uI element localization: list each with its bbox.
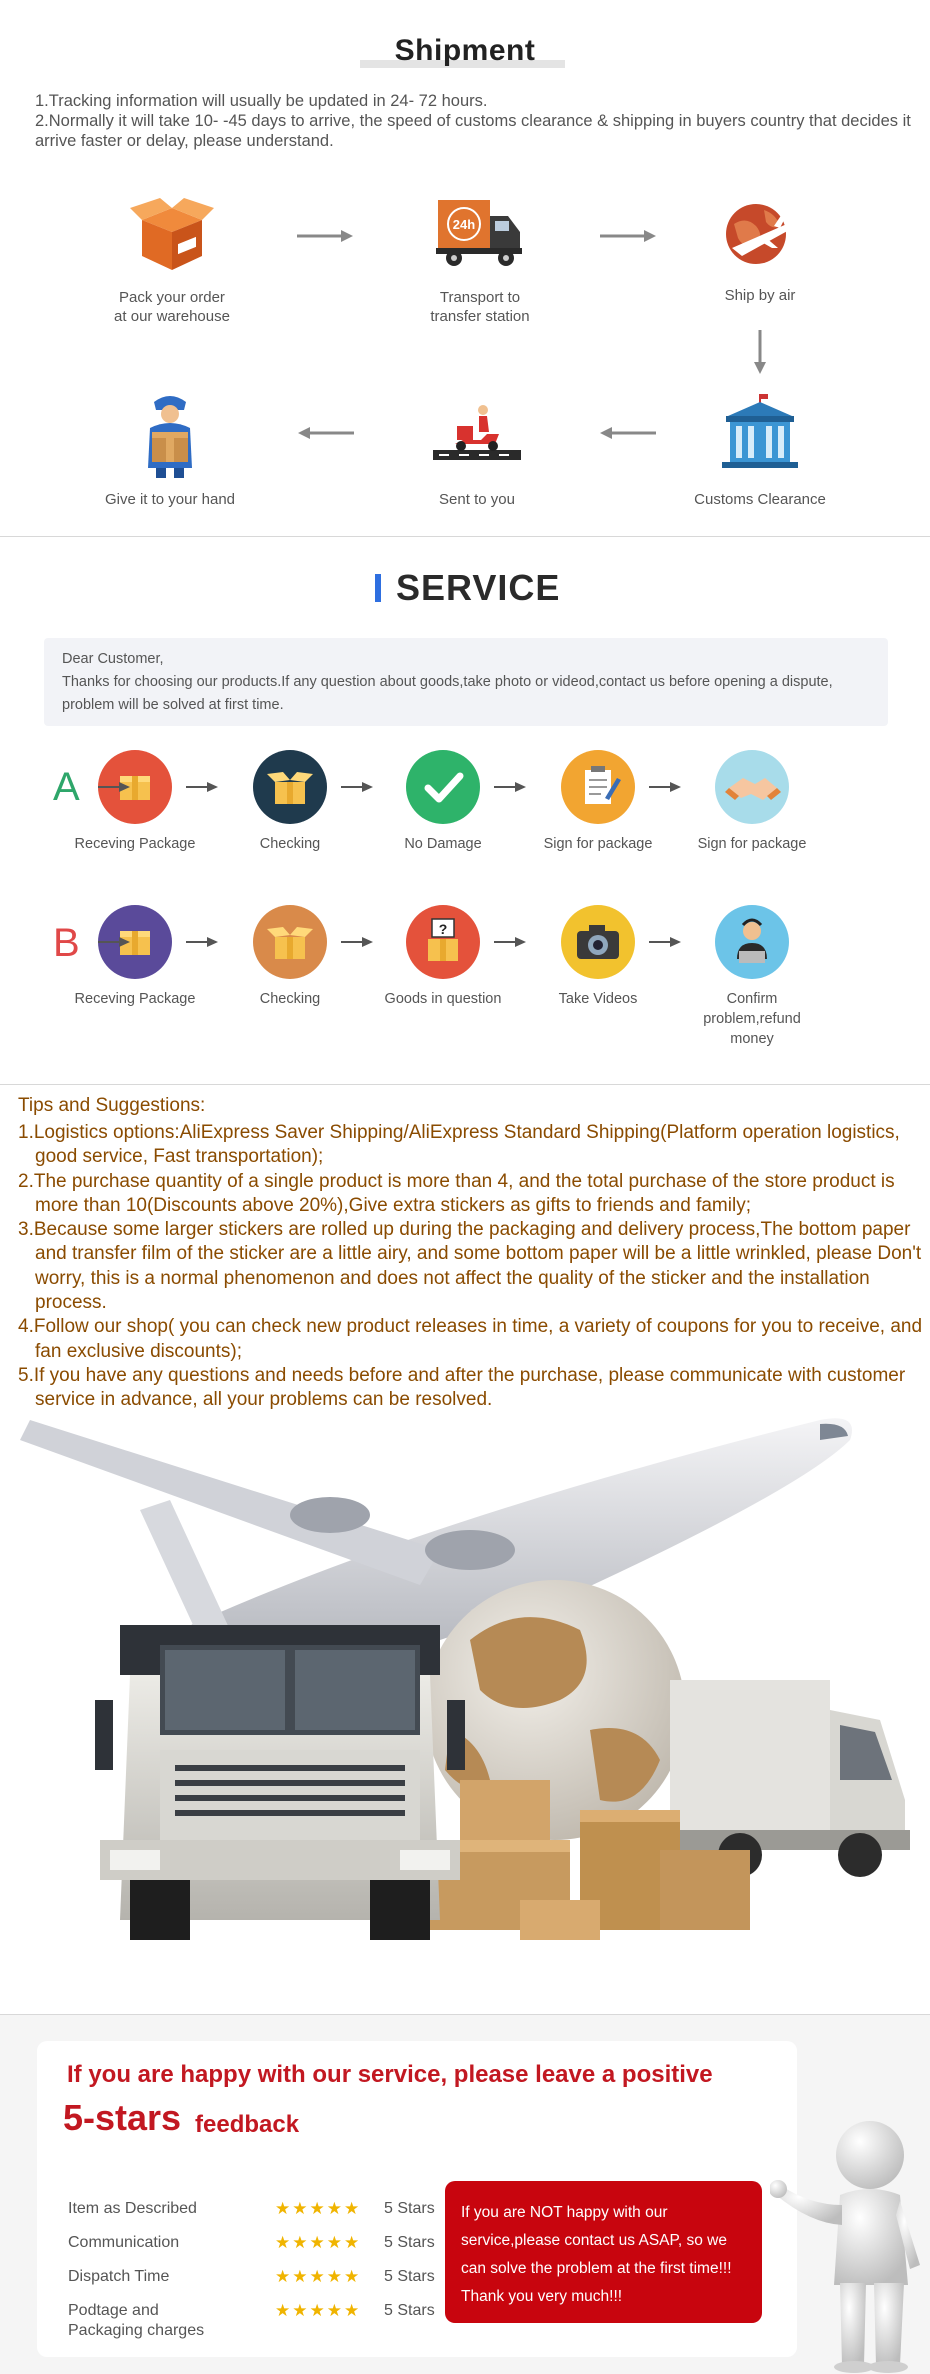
tips-heading: Tips and Suggestions: (18, 1095, 206, 1116)
clipboard-icon (561, 750, 635, 824)
arrow-right-icon (648, 936, 682, 948)
tip-item: 5.If you have any questions and needs before and after the purchase, please communicate with customer service in advance, all your problems can be resolved. (18, 1364, 906, 1411)
service-step-label: Goods in question (384, 991, 502, 1007)
arrow-right-icon (598, 228, 658, 244)
arrow-right-icon (97, 936, 131, 948)
not-happy-notice: If you are NOT happy with our service,please contact us ASAP, so we can solve the problem at the first time!!! Thank you very much!!! (445, 2181, 762, 2323)
arrow-left-icon (296, 425, 356, 441)
rating-row (68, 2233, 448, 2263)
globe-plane-icon (712, 186, 808, 282)
service-title: SERVICE (396, 567, 561, 608)
service-step-label: No Damage (404, 836, 482, 852)
svg-text:?: ? (438, 921, 448, 937)
rating-value: 5 Stars (384, 2302, 435, 2319)
rating-name: Dispatch Time (68, 2268, 170, 2285)
box-icon (124, 186, 220, 282)
van-icon (660, 1680, 910, 1877)
delivery-scooter-icon (429, 388, 525, 484)
tip-item: 4.Follow our shop( you can check new product releases in time, a variety of coupons for you to receive, and fan exclusive discounts); (18, 1316, 923, 1362)
arrow-right-icon (493, 781, 527, 793)
shipment-note-2: 2.Normally it will take 10- -45 days to arrive, the speed of customs clearance & shipping in buyers country that decides it arrive faster or delay, please understand. (35, 112, 911, 150)
truck-24h-icon (432, 186, 528, 282)
feedback-word: feedback (195, 2111, 300, 2138)
truck-badge: 24h (452, 217, 476, 232)
rating-row (68, 2301, 448, 2345)
arrow-down-icon (752, 328, 768, 376)
open-box-icon (253, 905, 327, 979)
truck-icon (95, 1625, 465, 1940)
service-step-label: Checking (259, 836, 321, 852)
star-rating-icon: ★★★★★ (275, 2233, 362, 2252)
arrow-right-icon (648, 781, 682, 793)
arrow-right-icon (185, 936, 219, 948)
arrow-left-icon (598, 425, 658, 441)
service-step-label: Checking (259, 991, 321, 1007)
arrow-right-icon (340, 781, 374, 793)
shipment-title: Shipment (394, 34, 536, 67)
step-transport (380, 186, 580, 326)
service-step-label: Confirm problem,refund money (703, 991, 801, 1047)
arrow-right-icon (97, 781, 131, 793)
greeting: Dear Customer, (62, 651, 164, 667)
mascot-figure-icon (770, 2095, 930, 2374)
tip-item: 1.Logistics options:AliExpress Saver Shipping/AliExpress Standard Shipping(Platform operation logistics, good service, Fast transportation); (18, 1122, 900, 1168)
rating-name: Communication (68, 2234, 180, 2251)
arrow-right-icon (340, 936, 374, 948)
rating-name: Item as Described (68, 2200, 197, 2217)
arrow-right-icon (295, 228, 355, 244)
star-rating-icon: ★★★★★ (275, 2199, 362, 2218)
star-rating-icon: ★★★★★ (275, 2301, 362, 2320)
service-step-label: Sign for package (543, 836, 653, 852)
courier-icon (122, 388, 218, 484)
customs-building-icon (712, 388, 808, 484)
step-pack (72, 186, 272, 326)
rating-value: 5 Stars (384, 2200, 435, 2217)
rating-row (68, 2267, 448, 2297)
checkmark-icon (406, 750, 480, 824)
customer-message-box (44, 638, 888, 726)
handshake-icon (715, 750, 789, 824)
logistics-illustration (0, 1400, 930, 2000)
service-step-label: Receving Package (74, 836, 196, 852)
question-box-icon (406, 905, 480, 979)
open-box-icon (253, 750, 327, 824)
feedback-card (37, 2041, 797, 2357)
tips-section (0, 1085, 930, 2015)
service-step-label: Sign for package (697, 836, 807, 852)
star-rating-icon: ★★★★★ (275, 2267, 362, 2286)
support-agent-icon (715, 905, 789, 979)
row-letter-a: A (53, 765, 80, 809)
service-step-label: Take Videos (558, 991, 638, 1007)
step-sent (377, 388, 577, 509)
step-hand (70, 388, 270, 509)
arrow-right-icon (185, 781, 219, 793)
step-customs (660, 388, 860, 509)
step-label: Pack your order at our warehouse (114, 289, 230, 325)
rating-value: 5 Stars (384, 2268, 435, 2285)
tip-item: 3.Because some larger stickers are rolled up during the packaging and delivery process,The bottom paper and transfer film of the sticker are a little airy, and some bottom paper will be a little wrinkled, please Don't worry, this is a normal phenomenon and does not affect the quality of the sticker and the installation process. (18, 1219, 922, 1314)
feedback-headline: If you are happy with our service, please leave a positive (67, 2061, 713, 2088)
arrow-right-icon (493, 936, 527, 948)
step-label: Sent to you (439, 491, 515, 508)
shipment-section (0, 0, 930, 537)
shipment-note-1: 1.Tracking information will usually be updated in 24- 72 hours. (35, 92, 488, 110)
title-accent-bar (375, 574, 381, 602)
rating-name: Podtage and Packaging charges (68, 2302, 205, 2339)
step-label: Give it to your hand (104, 491, 236, 508)
shipment-notes (35, 91, 915, 151)
feedback-section (0, 2015, 930, 2374)
step-label: Ship by air (724, 287, 796, 304)
tip-item: 2.The purchase quantity of a single product is more than 4, and the total purchase of the store product is more than 10(Discounts above 20%),Give extra stickers as gifts to friends and family; (18, 1170, 895, 1216)
service-section (0, 537, 930, 1085)
message-text: Thanks for choosing our products.If any question about goods,take photo or videod,contact us before opening a dispute, problem will be solved at first time. (62, 674, 833, 713)
rating-row (68, 2199, 448, 2229)
camera-icon (561, 905, 635, 979)
step-air (660, 186, 860, 305)
step-label: Customs Clearance (694, 491, 826, 508)
step-label: Transport to transfer station (430, 289, 530, 325)
service-step-label: Receving Package (74, 991, 196, 1007)
five-stars-text: 5-stars (63, 2097, 182, 2138)
rating-value: 5 Stars (384, 2234, 435, 2251)
tips-list (18, 1121, 928, 1413)
row-letter-b: B (53, 921, 80, 965)
